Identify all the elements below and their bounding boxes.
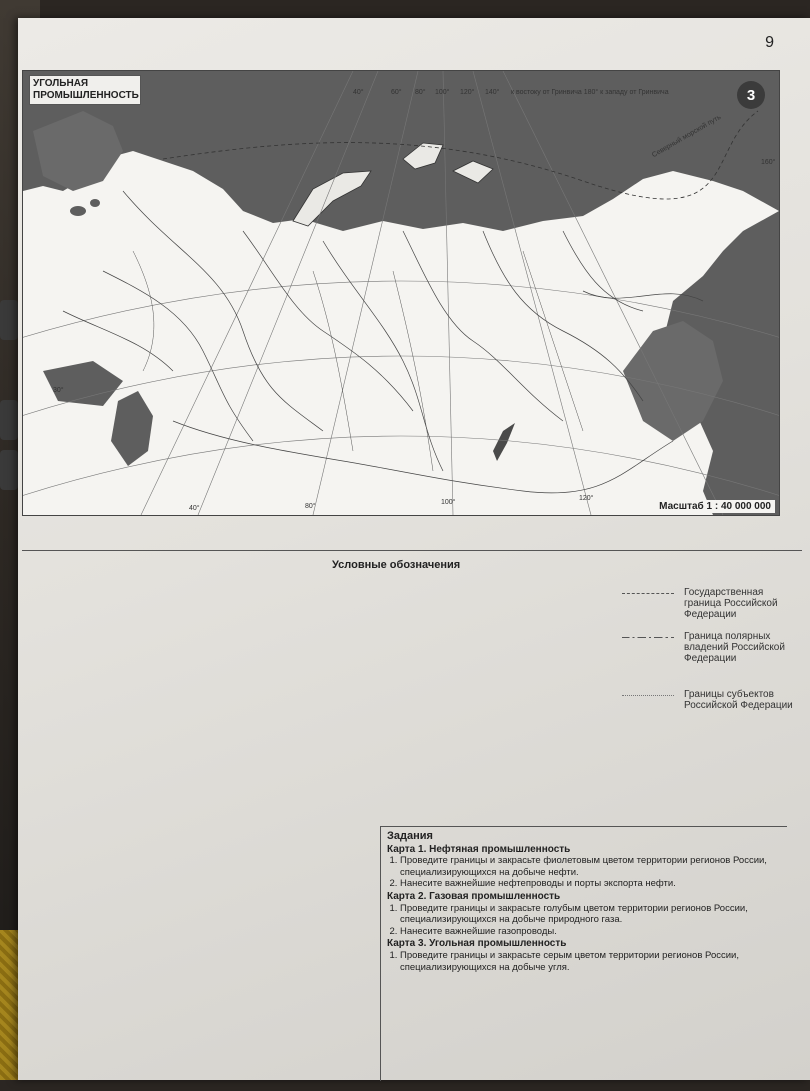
- longitude-label: 100°: [441, 499, 456, 506]
- legend-label: Границы субъектов Российской Федерации: [684, 689, 793, 711]
- subject-border-symbol: [622, 695, 674, 696]
- task-section-title: Карта 1. Нефтяная промышленность: [387, 843, 571, 855]
- tasks-panel: [380, 826, 787, 1081]
- top-note: к востоку от Гринвича 180° к западу от Гринвича: [511, 89, 669, 96]
- task-item: 2. Нанесите важнейшие нефтепроводы и порты экспорта нефти.: [400, 878, 781, 890]
- sea-route-label: Северный морской путь: [651, 113, 723, 160]
- task-item: 1. Проведите границы и закрасьте серым цветом территории регионов России, специализирующихся на добыче угля.: [400, 950, 781, 973]
- longitude-label: 40°: [353, 89, 364, 96]
- legend-label: Государственная граница Российской Федерации: [684, 587, 778, 620]
- longitude-label: 40°: [189, 505, 200, 512]
- contour-map: [22, 70, 780, 516]
- russia-map: [23, 71, 779, 515]
- legend-label: Граница полярных владений Российской Федерации: [684, 631, 785, 664]
- worksheet-page: [18, 18, 810, 1080]
- task-item: 2. Нанесите важнейшие газопроводы.: [400, 926, 781, 938]
- task-section-title: Карта 2. Газовая промышленность: [387, 890, 561, 902]
- longitude-label: 80°: [415, 89, 426, 96]
- keyboard-key: [0, 300, 18, 340]
- polar-border-symbol: [622, 637, 674, 638]
- longitude-label: 80°: [305, 503, 316, 510]
- state-border-symbol: [622, 593, 674, 594]
- scale-label: Масштаб 1 : 40 000 000: [655, 500, 775, 513]
- longitude-label: 60°: [391, 89, 402, 96]
- task-item: 1. Проведите границы и закрасьте голубым цветом территории регионов России, специализирующихся на добыче природного газа.: [400, 903, 781, 926]
- task-section-title: Карта 3. Угольная промышленность: [387, 938, 567, 950]
- legend-title: Условные обозначения: [332, 559, 461, 571]
- map-title: УГОЛЬНАЯ ПРОМЫШЛЕННОСТЬ: [29, 75, 141, 105]
- longitude-label: 120°: [460, 89, 475, 96]
- longitude-label-east: 160°: [761, 159, 776, 166]
- keyboard-key: [0, 450, 18, 490]
- longitude-label: 140°: [485, 89, 500, 96]
- tasks-heading: Задания: [387, 830, 433, 842]
- keyboard-key: [0, 400, 18, 440]
- task-item: 1. Проведите границы и закрасьте фиолетовым цветом территории регионов России, специализирующихся на добыче нефти.: [400, 855, 781, 878]
- longitude-label: 30°: [53, 387, 64, 394]
- page-number: 9: [765, 34, 774, 51]
- longitude-label: 120°: [579, 495, 594, 502]
- longitude-label: 100°: [435, 89, 450, 96]
- map-number-badge: 3: [737, 81, 765, 109]
